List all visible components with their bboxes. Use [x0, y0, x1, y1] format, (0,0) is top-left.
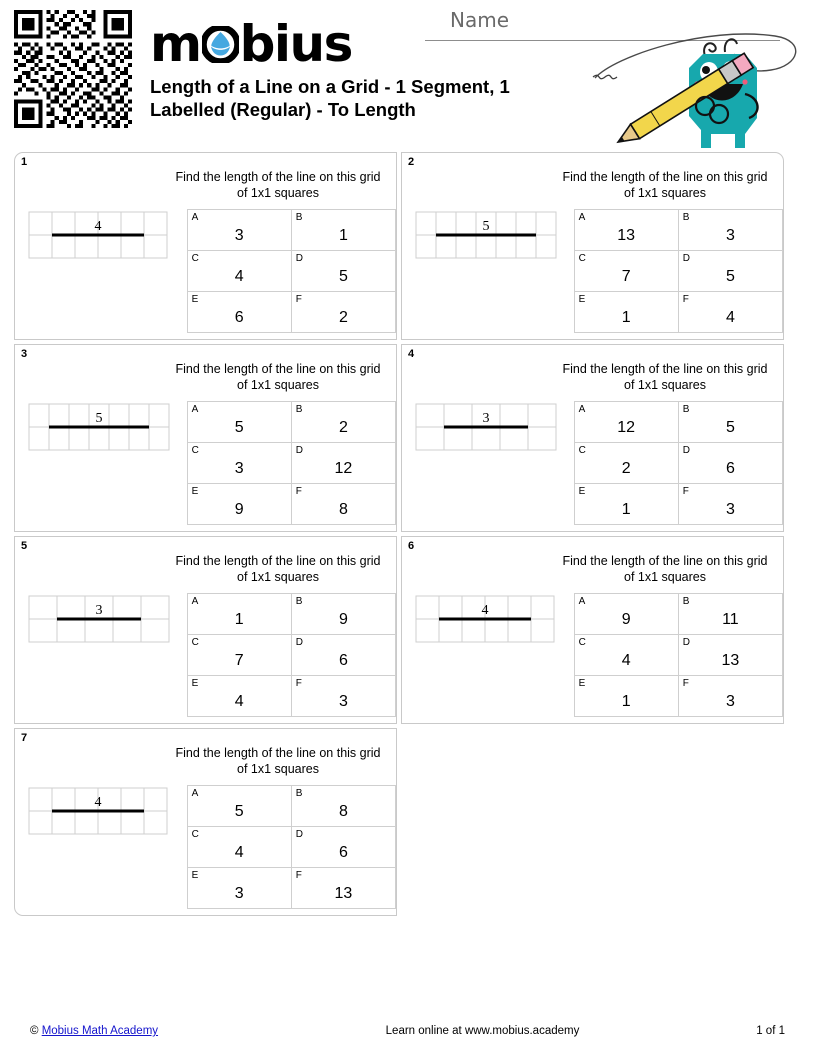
question-card-5	[14, 536, 397, 724]
option-cell-a[interactable]	[187, 786, 291, 827]
logo-mobius-drop-icon	[202, 26, 239, 63]
question-prompt: Find the length of the line on this grid of 1x1 squares	[562, 554, 768, 584]
option-value: 6	[234, 308, 244, 326]
option-letter: C	[191, 445, 199, 456]
question-number: 4	[408, 348, 415, 360]
option-letter: D	[682, 445, 691, 456]
svg-text:4: 4	[94, 219, 102, 234]
question-prompt: Find the length of the line on this grid of 1x1 squares	[562, 362, 768, 392]
question-row-3	[14, 536, 801, 724]
option-cell-c[interactable]	[187, 443, 291, 484]
answer-options-table	[187, 785, 396, 909]
option-row	[574, 594, 782, 635]
option-letter: A	[191, 596, 199, 607]
option-value: 6	[338, 843, 348, 861]
grid-figure	[28, 787, 187, 837]
option-letter: E	[578, 678, 586, 689]
option-letter: C	[191, 829, 199, 840]
option-row	[187, 635, 395, 676]
option-value: 2	[338, 418, 348, 436]
option-letter: B	[295, 212, 303, 223]
grid-figure	[28, 211, 187, 261]
option-value: 13	[721, 651, 740, 669]
option-cell-f[interactable]	[291, 868, 395, 909]
grid-figure	[28, 403, 187, 453]
option-letter: A	[578, 212, 586, 223]
footer-copyright	[30, 1025, 300, 1037]
figure-area	[402, 593, 574, 717]
svg-text:5: 5	[95, 411, 103, 426]
option-cell-e[interactable]	[574, 676, 678, 717]
option-cell-c[interactable]	[187, 251, 291, 292]
option-value: 6	[338, 651, 348, 669]
option-value: 5	[338, 267, 348, 285]
question-card-4	[401, 344, 784, 532]
option-cell-e[interactable]	[574, 292, 678, 333]
footer-learn-online: Learn online at www.mobius.academy	[385, 1025, 580, 1037]
option-letter: F	[295, 870, 302, 881]
option-cell-b[interactable]	[678, 594, 782, 635]
option-letter: F	[682, 486, 689, 497]
figure-area	[15, 593, 187, 717]
question-number: 5	[21, 540, 28, 552]
option-value: 8	[338, 802, 348, 820]
page-footer	[0, 1025, 815, 1037]
question-prompt: Find the length of the line on this grid of 1x1 squares	[562, 170, 768, 200]
option-cell-b[interactable]	[291, 594, 395, 635]
mascot-monster-with-pencil	[585, 22, 810, 152]
svg-text:4: 4	[94, 795, 102, 810]
option-cell-b[interactable]	[291, 210, 395, 251]
option-letter: F	[295, 486, 302, 497]
svg-text:5: 5	[482, 219, 490, 234]
question-number: 1	[21, 156, 28, 168]
svg-text:3: 3	[482, 411, 490, 426]
option-letter: A	[578, 404, 586, 415]
questions-sheet	[14, 152, 801, 916]
option-value: 1	[621, 308, 631, 326]
option-letter: E	[578, 486, 586, 497]
option-value: 3	[234, 884, 244, 902]
option-cell-c[interactable]	[187, 827, 291, 868]
figure-area	[15, 209, 187, 333]
option-letter: A	[191, 212, 199, 223]
option-value: 5	[725, 267, 735, 285]
option-letter: D	[295, 253, 304, 264]
question-card-7	[14, 728, 397, 916]
option-value: 9	[338, 610, 348, 628]
option-letter: D	[682, 637, 691, 648]
grid-figure	[415, 403, 574, 453]
question-prompt: Find the length of the line on this grid of 1x1 squares	[175, 746, 381, 776]
option-cell-a[interactable]	[187, 594, 291, 635]
option-value: 1	[338, 226, 348, 244]
option-value: 4	[234, 267, 244, 285]
figure-area	[15, 401, 187, 525]
option-cell-e[interactable]	[187, 292, 291, 333]
option-cell-f[interactable]	[678, 484, 782, 525]
option-row	[187, 484, 395, 525]
option-letter: B	[295, 404, 303, 415]
option-row	[574, 676, 782, 717]
question-number: 7	[21, 732, 28, 744]
question-row-1	[14, 152, 801, 340]
option-value: 3	[725, 692, 735, 710]
option-letter: C	[578, 253, 586, 264]
answer-options-table	[187, 593, 396, 717]
question-number: 6	[408, 540, 415, 552]
option-letter: C	[578, 445, 586, 456]
option-value: 13	[334, 884, 353, 902]
answer-options-table	[574, 401, 783, 525]
option-cell-a[interactable]	[187, 210, 291, 251]
option-letter: E	[191, 294, 199, 305]
option-value: 7	[621, 267, 631, 285]
grid-figure	[28, 595, 187, 645]
option-letter: C	[191, 637, 199, 648]
qr-code	[14, 10, 132, 128]
option-value: 5	[725, 418, 735, 436]
option-row	[187, 443, 395, 484]
option-cell-a[interactable]	[574, 210, 678, 251]
option-letter: C	[191, 253, 199, 264]
option-cell-d[interactable]	[678, 251, 782, 292]
option-cell-d[interactable]	[291, 251, 395, 292]
option-cell-f[interactable]	[678, 676, 782, 717]
option-value: 3	[338, 692, 348, 710]
option-row	[574, 292, 782, 333]
question-row-4	[14, 728, 801, 916]
option-letter: B	[295, 788, 303, 799]
option-cell-c[interactable]	[187, 635, 291, 676]
option-value: 2	[338, 308, 348, 326]
option-value: 4	[234, 692, 244, 710]
option-cell-a[interactable]	[574, 594, 678, 635]
option-cell-f[interactable]	[291, 292, 395, 333]
option-row	[187, 868, 395, 909]
option-value: 3	[725, 226, 735, 244]
option-value: 7	[234, 651, 244, 669]
option-value: 1	[621, 500, 631, 518]
option-cell-a[interactable]	[187, 402, 291, 443]
answer-options-table	[574, 593, 783, 717]
logo-text-m: m	[150, 15, 201, 73]
copyright-symbol: ©	[30, 1025, 39, 1037]
page-title: Length of a Line on a Grid - 1 Segment, 1 Labelled (Regular) - To Length	[150, 76, 510, 120]
option-cell-c[interactable]	[574, 635, 678, 676]
option-value: 9	[234, 500, 244, 518]
svg-text:3: 3	[95, 603, 103, 618]
option-letter: F	[682, 678, 689, 689]
question-prompt: Find the length of the line on this grid of 1x1 squares	[175, 554, 381, 584]
option-letter: E	[191, 678, 199, 689]
mobius-math-academy-link[interactable]: Mobius Math Academy	[41, 1025, 159, 1037]
option-row	[187, 251, 395, 292]
option-row	[574, 635, 782, 676]
option-letter: D	[295, 445, 304, 456]
option-value: 6	[725, 459, 735, 477]
option-letter: C	[578, 637, 586, 648]
option-cell-f[interactable]	[291, 676, 395, 717]
answer-options-table	[187, 209, 396, 333]
option-cell-d[interactable]	[291, 443, 395, 484]
option-row	[574, 443, 782, 484]
option-cell-c[interactable]	[574, 443, 678, 484]
figure-area	[402, 401, 574, 525]
option-row	[574, 210, 782, 251]
option-letter: A	[191, 788, 199, 799]
option-letter: E	[191, 486, 199, 497]
option-value: 5	[234, 802, 244, 820]
option-letter: F	[295, 678, 302, 689]
option-cell-e[interactable]	[574, 484, 678, 525]
answer-options-table	[187, 401, 396, 525]
footer-page-indicator: 1 of 1	[756, 1025, 785, 1037]
option-cell-d[interactable]	[291, 827, 395, 868]
option-cell-f[interactable]	[291, 484, 395, 525]
option-letter: A	[578, 596, 586, 607]
option-value: 13	[617, 226, 636, 244]
option-cell-d[interactable]	[678, 635, 782, 676]
option-value: 4	[725, 308, 735, 326]
grid-figure	[415, 211, 574, 261]
question-card-3	[14, 344, 397, 532]
option-letter: E	[191, 870, 199, 881]
option-value: 12	[334, 459, 353, 477]
option-cell-b[interactable]	[291, 402, 395, 443]
option-letter: B	[682, 596, 690, 607]
question-number: 2	[408, 156, 415, 168]
option-value: 3	[234, 459, 244, 477]
option-row	[187, 402, 395, 443]
option-letter: A	[191, 404, 199, 415]
answer-options-table	[574, 209, 783, 333]
option-letter: D	[295, 637, 304, 648]
option-cell-d[interactable]	[291, 635, 395, 676]
question-card-1	[14, 152, 397, 340]
option-letter: B	[295, 596, 303, 607]
svg-text:4: 4	[481, 603, 489, 618]
question-card-2	[401, 152, 784, 340]
question-row-2	[14, 344, 801, 532]
option-value: 4	[234, 843, 244, 861]
question-prompt: Find the length of the line on this grid of 1x1 squares	[175, 362, 381, 392]
option-letter: D	[295, 829, 304, 840]
option-cell-b[interactable]	[678, 402, 782, 443]
option-row	[574, 402, 782, 443]
option-row	[187, 594, 395, 635]
figure-area	[15, 785, 187, 909]
option-cell-f[interactable]	[678, 292, 782, 333]
option-value: 9	[621, 610, 631, 628]
option-row	[187, 210, 395, 251]
option-value: 11	[722, 610, 739, 628]
option-letter: E	[578, 294, 586, 305]
option-value: 8	[338, 500, 348, 518]
name-label: Name	[450, 8, 510, 32]
option-letter: D	[682, 253, 691, 264]
option-cell-b[interactable]	[291, 786, 395, 827]
option-cell-c[interactable]	[574, 251, 678, 292]
question-prompt: Find the length of the line on this grid of 1x1 squares	[175, 170, 381, 200]
option-row	[187, 676, 395, 717]
option-letter: F	[295, 294, 302, 305]
option-cell-e[interactable]	[187, 868, 291, 909]
question-number: 3	[21, 348, 28, 360]
empty-slot	[401, 728, 784, 916]
option-value: 2	[621, 459, 631, 477]
option-value: 3	[234, 226, 244, 244]
option-value: 3	[725, 500, 735, 518]
option-letter: B	[682, 404, 690, 415]
option-cell-b[interactable]	[678, 210, 782, 251]
option-cell-e[interactable]	[187, 484, 291, 525]
option-value: 12	[617, 418, 636, 436]
option-letter: F	[682, 294, 689, 305]
grid-figure	[415, 595, 574, 645]
option-cell-e[interactable]	[187, 676, 291, 717]
option-value: 1	[621, 692, 631, 710]
option-row	[187, 292, 395, 333]
option-value: 1	[234, 610, 244, 628]
question-card-6	[401, 536, 784, 724]
option-row	[187, 786, 395, 827]
option-row	[574, 484, 782, 525]
option-cell-d[interactable]	[678, 443, 782, 484]
option-cell-a[interactable]	[574, 402, 678, 443]
option-letter: B	[682, 212, 690, 223]
option-row	[187, 827, 395, 868]
logo-text-bius: bius	[239, 15, 352, 73]
page-header	[0, 0, 815, 148]
option-row	[574, 251, 782, 292]
figure-area	[402, 209, 574, 333]
option-value: 4	[621, 651, 631, 669]
option-value: 5	[234, 418, 244, 436]
